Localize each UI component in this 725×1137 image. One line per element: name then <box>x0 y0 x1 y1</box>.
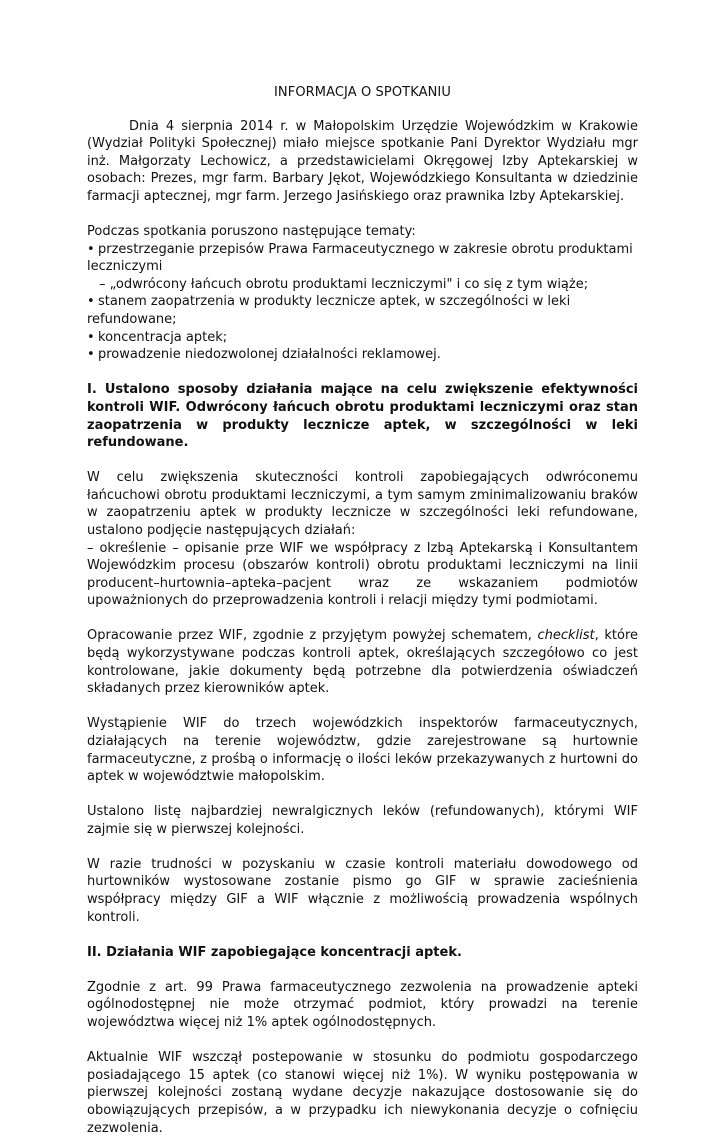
bullet-icon: • <box>87 329 95 345</box>
topics-list <box>87 241 638 364</box>
list-item: • stanem zaopatrzenia w produkty lecznicze aptek, w szczególności w leki refundowane; <box>87 294 571 328</box>
topics-block <box>87 223 638 364</box>
bullet-icon: • <box>87 347 95 363</box>
section-1-paragraph: W razie trudności w pozyskaniu w czasie kontroli materiału dowodowego od hurtowników wystosowane zostanie pismo go GIF w sprawie zacieśnienia współpracy między GIF a WIF włącznie z możliwością prowadzenia wspólnych kontroli. <box>87 856 638 925</box>
bullet-icon: • <box>87 241 95 257</box>
list-item: • koncentracja aptek; <box>87 329 228 345</box>
section-1-paragraph: Wystąpienie WIF do trzech wojewódzkich inspektorów farmaceutycznych, działających na terenie województw, gdzie zarejestrowane są hurtownie farmaceutyczne, z prośbą o informację o ilości leków przekazywanych z hurtowni do aptek w województwie małopolskim. <box>87 716 638 785</box>
section-1-heading: I. Ustalono sposoby działania mające na celu zwiększenie efektywności kontroli WIF. Odwrócony łańcuch obrotu produktami leczniczymi oraz stan zaopatrzenia w produkty lecznicze aptek, w szczególności w leki refundowane. <box>87 382 638 451</box>
section-1-paragraph: Opracowanie przez WIF, zgodnie z przyjętym powyżej schematem, checklist, które będą wykorzystywane podczas kontroli aptek, określających szczegółowo co jest kontrolowane, jakie dokumenty będą potrzebne dla potwierdzenia oświadczeń składanych przez kierowników aptek. <box>87 628 638 697</box>
section-2-paragraph: Zgodnie z art. 99 Prawa farmaceutycznego zezwolenia na prowadzenie apteki ogólnodostępnej nie może otrzymać podmiot, który prowadzi na terenie województwa więcej niż 1% aptek ogólnodostępnych. <box>87 979 638 1031</box>
list-item: • przestrzeganie przepisów Prawa Farmaceutycznego w zakresie obrotu produktami leczniczymi – „odwrócony łańcuch obrotu produktami leczniczymi" i co się z tym wiąże; <box>87 241 638 294</box>
document-title: INFORMACJA O SPOTKANIU <box>274 85 451 100</box>
section-1-paragraph: W celu zwiększenia skuteczności kontroli zapobiegających odwróconemu łańcuchowi obrotu produktami leczniczymi, a tym samym zminimalizowaniu braków w zaopatrzeniu aptek w produkty lecznicze w szczególności leki refundowane, ustalono podjęcie następujących działań: – określenie – opisanie prze WIF we współpracy z Izbą Aptekarską i Konsultantem Wojewódzkim procesu (obszarów kontroli) obrotu produktami leczniczymi na linii producent–hurtownia–apteka–pacjent wraz ze wskazaniem podmiotów upoważnionych do przeprowadzenia kontroli i relacji między tymi podmiotami. <box>87 470 638 609</box>
bullet-icon: • <box>87 294 95 310</box>
list-item: • prowadzenie niedozwolonej działalności reklamowej. <box>87 347 441 363</box>
section-2-heading: II. Działania WIF zapobiegające koncentracji aptek. <box>87 944 462 960</box>
section-2-paragraph: Aktualnie WIF wszczął postepowanie w stosunku do podmiotu gospodarczego posiadającego 15 aptek (co stanowi więcej niż 1%). W wyniku postępowania w pierwszej kolejności zostaną wydane decyzje nakazujące dostosowanie się do obowiązujących przepisów, a w przypadku ich niewykonania decyzje o cofnięciu zezwolenia. <box>87 1050 638 1136</box>
list-item-continuation: – „odwrócony łańcuch obrotu produktami leczniczymi" i co się z tym wiąże; <box>99 276 589 292</box>
section-1-paragraph: Ustalono listę najbardziej newralgicznych leków (refundowanych), którymi WIF zajmie się w pierwszej kolejności. <box>87 804 638 837</box>
intro-paragraph: Dnia 4 sierpnia 2014 r. w Małopolskim Urzędzie Wojewódzkim w Krakowie (Wydział Polityki Społecznej) miało miejsce spotkanie Pani Dyrektor Wydziału mgr inż. Małgorzaty Lechowicz, a przedstawicielami Okręgowej Izby Aptekarskiej w osobach: Prezes, mgr farm. Barbary Jękot, Wojewódzkiego Konsultanta w dziedzinie farmacji aptecznej, mgr farm. Jerzego Jasińskiego oraz prawnika Izby Aptekarskiej. <box>87 118 638 204</box>
topics-intro: Podczas spotkania poruszono następujące tematy: <box>87 224 416 240</box>
